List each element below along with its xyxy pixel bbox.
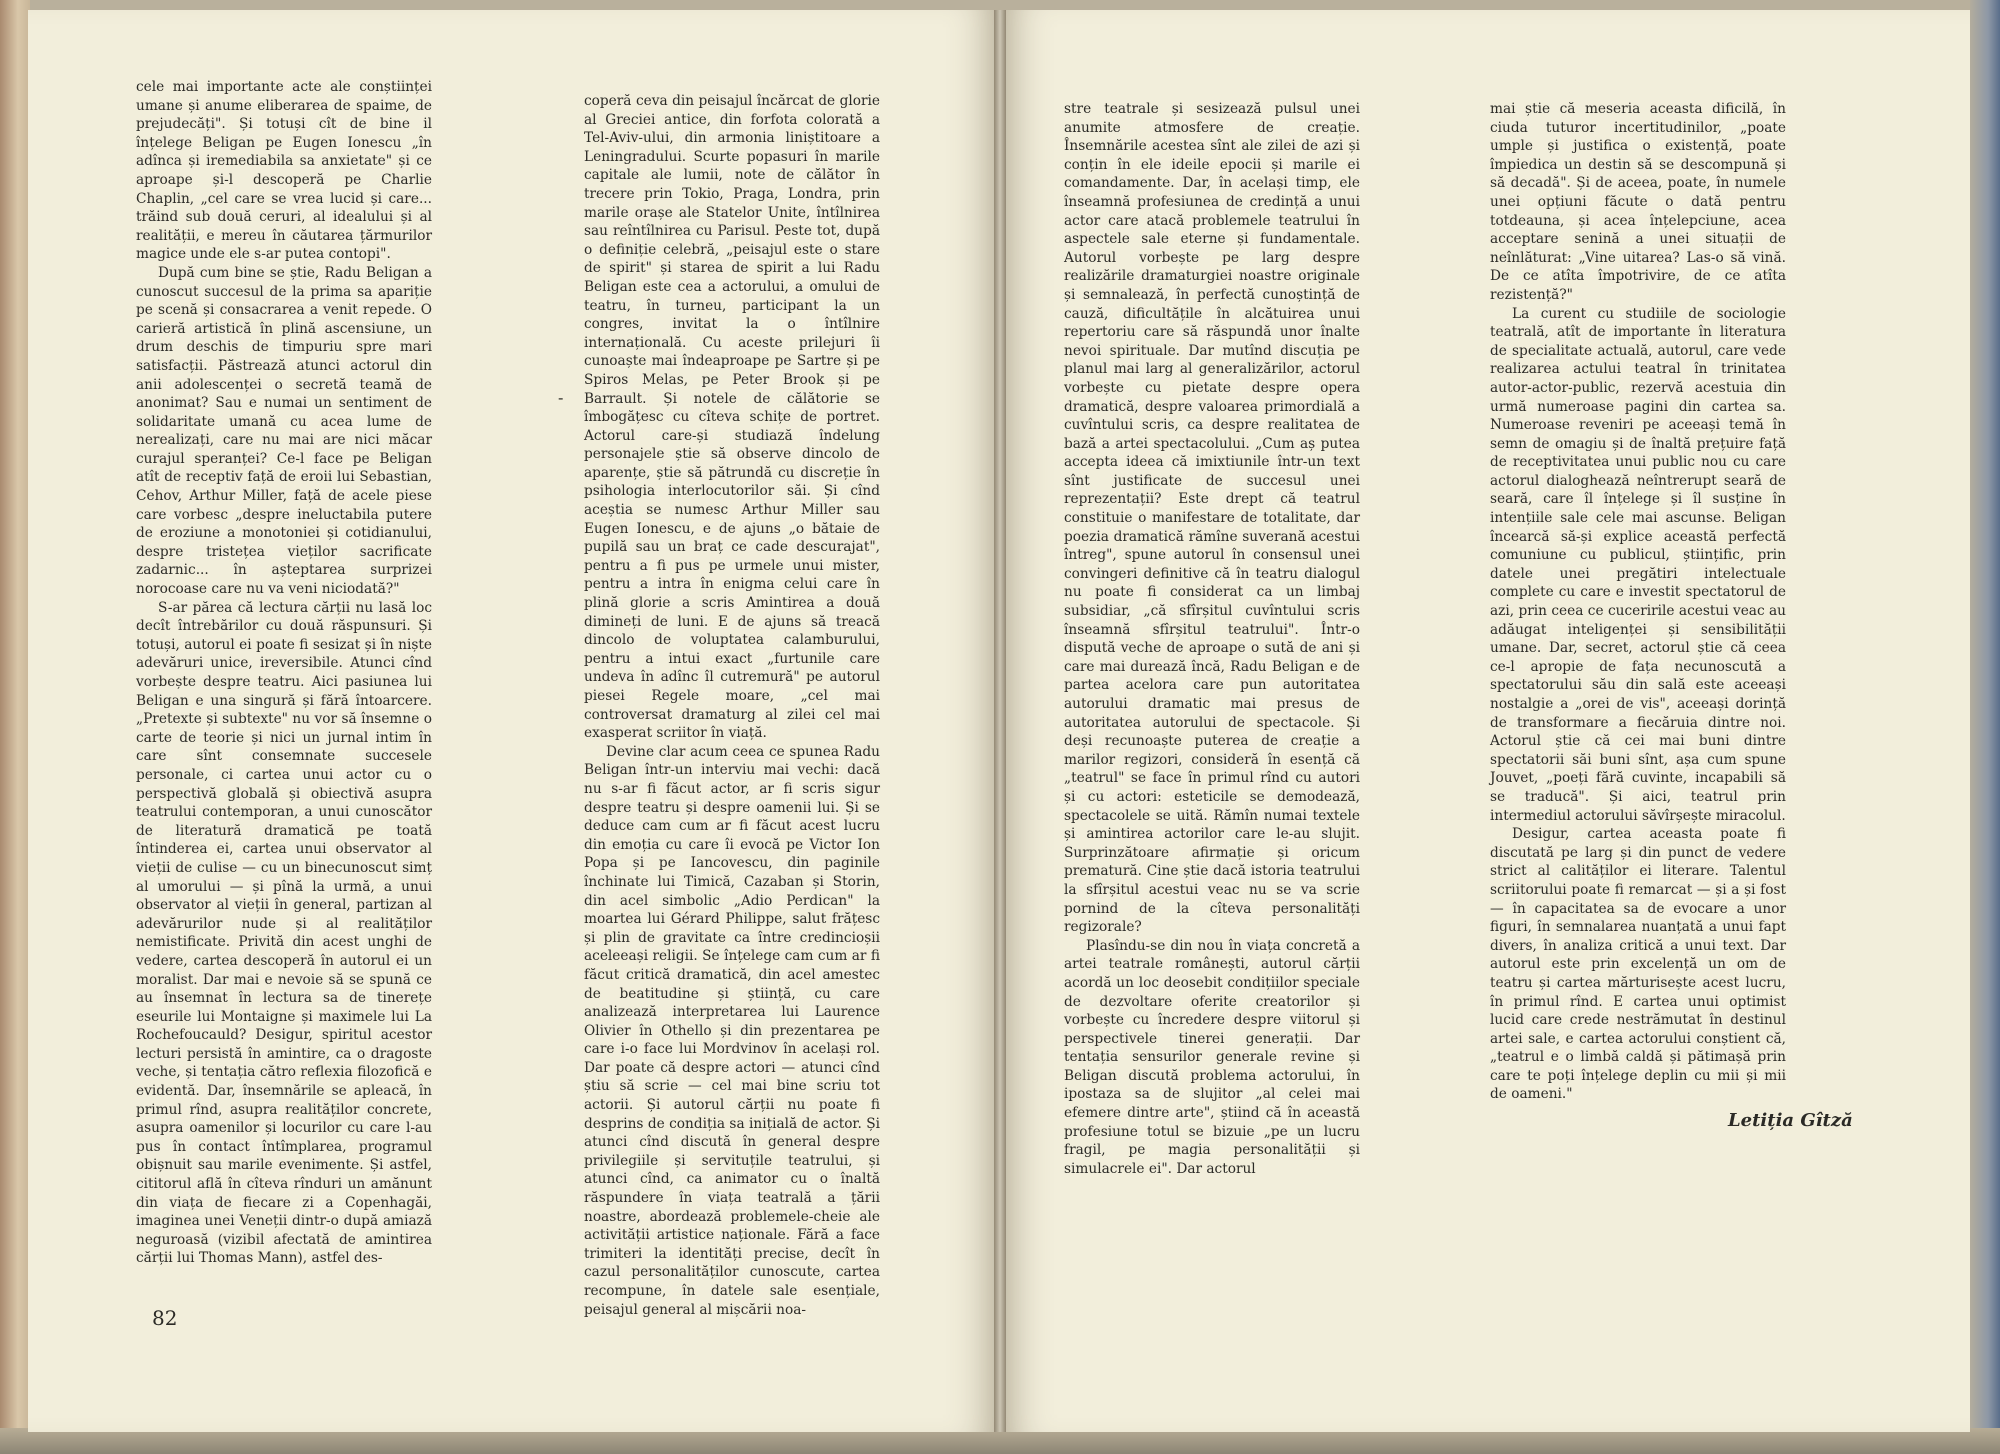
author-signature: Letiția Gîtză [1728,1110,1853,1131]
margin-mark: - [558,388,564,407]
paragraph: Devine clar acum ceea ce spunea Radu Beligan într-un interviu mai vechi: dacă nu s-ar fi făcut actor, ar fi scris sigur despre teatru și despre oamenii lui. Și se deduce cam cum ar fi făcut acest lucru din emoția cu care îi evocă pe Victor Ion Popa și pe Iancovescu, din paginile închinate lui Timică, Cazaban și Storin, din acel simbolic „Adio Perdican" la moartea lui Gérard Philippe, salut frățesc și plin de gravitate ca între credincioșii aceleeași religii. Se înțelege cam cum ar fi făcut critică dramatică, din acel amestec de beatitudine și știință, cu care analizează interpretarea lui Laurence Olivier în Othello și din prezentarea pe care i-o face lui Mordvinov în același rol. Dar poate că despre actori — atunci cînd știu să scrie — cel mai bine scriu tot actorii. Și autorul cărții nu poate fi desprins de condiția sa inițială de actor. Și atunci cînd discută în general despre privilegiile și servituțile teatrului, și atunci cînd, ca animator cu o înaltă răspundere în viața teatrală a țării noastre, abordează problemele-cheie ale activității artistice naționale. Fără a face trimiteri la identități precise, decît în cazul personalităților cunoscute, cartea recompune, în datele sale esențiale, peisajul general al mișcării noa- [584,743,880,1318]
paragraph: Plasîndu-se din nou în viața concretă a artei teatrale românești, autorul cărții acordă un loc deosebit condițiilor speciale de dezvoltare oferite creatorilor și vorbește cu încredere despre viitorul și perspectivele tinerei generații. Dar tentația sensurilor generale revine și Beligan discută problema actorului, în ipostaza sa de slujitor „al celei mai efemere dintre arte", știind că în această profesiune totul se bizuie „pe un lucru fragil, pe magia personalității și simulacrele ei". Dar actorul [1064,937,1360,1177]
paragraph: Desigur, cartea aceasta poate fi discutată pe larg și din punct de vedere strict al calităților ei literare. Talentul scriitorului poate fi remarcat — și a și fost — în capacitatea sa de evocare a unor figuri, în semnalarea nuanțată a unui fapt divers, în analiza critică a unui text. Dar autorul este prin excelență un om de teatru și cartea mărturisește acest lucru, în primul rînd. E cartea unui optimist lucid care crede nestrămutat în destinul artei sale, e cartea actorului conștient că, „teatrul e o limbă caldă și pătimașă prin care te poți înțelege deplin cu mii și mii de oameni." [1490,826,1786,1103]
paragraph: cele mai importante acte ale conștiinței umane și anume eliberarea de spaime, de prejudecăți". Și totuși cît de bine il înțelege Beligan pe Eugen Ionescu „în adînca și iremediabila sa anxietate" și ce aproape și-l descoperă pe Charlie Chaplin, „cel care se vrea lucid și care... trăind sub două ceruri, al idealului și al realității, e mereu în căutarea țărmurilor magice unde ele s-ar putea contopi". [136,79,432,263]
paragraph: coperă ceva din peisajul încărcat de glorie al Greciei antice, din forfota colorată a Tel-Aviv-ului, din armonia liniștitoare a Leningradului. Scurte popasuri în marile capitale ale lumii, note de călător în trecere prin Tokio, Praga, Londra, prin marile orașe ale Statelor Unite, întîlnirea sau reîntîlnirea cu Parisul. Peste tot, după o definiție celebră, „peisajul este o stare de spirit" și starea de spirit a lui Radu Beligan este cea a actorului, a omului de teatru, în turneu, participant la un congres, invitat la o întîlnire internațională. Cu aceste prilejuri îi cunoaște mai îndeaproape pe Sartre și pe Spiros Melas, pe Peter Brook și pe Barrault. Și notele de călătorie se îmbogățesc cu cîteva schițe de portret. Actorul care-și studiază îndelung personajele știe să observe dincolo de aparențe, știe să pătrundă cu discreție în psihologia interlocutorilor săi. Și cînd aceștia se numesc Arthur Miller sau Eugen Ionescu, e de ajuns „o bătaie de pupilă sau un braț ce cade descurajat", pentru a fi pus pe urmele unui mister, pentru a intra în enigma celui care în plină glorie a scris Amintirea a două dimineți de luni. E de ajuns să treacă dincolo de voluptatea calamburului, pentru a intui exact „furtunile care undeva în adînc îl cutremură" pe autorul piesei Regele moare, „cel mai controversat dramaturg al zilei cel mai exasperat scriitor în viață. [584,93,880,742]
book-cover-edge-right [1970,0,2000,1454]
text-column-3 [1064,100,1360,1178]
paragraph: La curent cu studiile de sociologie teatrală, atît de importante în literatura de specialitate actuală, autorul, care vede realizarea actului teatral în trinitatea autor-actor-public, rezervă acestuia din urmă numeroase pagini din cartea sa. Numeroase reveniri pe aceeași temă în semn de omagiu și de înaltă prețuire față de receptivitatea unui public nou cu care actorul dialoghează neîntrerupt seară de seară, care îl înțelege și îl susține în intențiile sale cele mai ascunse. Beligan încearcă să-și explice această perfectă comuniune cu publicul, științific, prin datele unei pregătiri intelectuale complete cu care e investit spectatorul de azi, prin ceea ce cuceririle acestui veac au adăugat inteligenței și sensibilității umane. Dar, secret, actorul știe că ceea ce-l apropie de fața necunoscută a spectatorului său din sală este aceeași nostalgie a „orei de vis", aceeași dorință de transformare a fiecăruia dintre noi. Actorul știe că cei mai buni dintre spectatorii săi buni sînt, așa cum spune Jouvet, „poeți fără cuvinte, incapabili să se traducă". Și aici, teatrul prin intermediul actorului săvîrșește miracolul. [1490,305,1786,824]
book-spine-edge-left [0,0,30,1454]
text-column-2 [584,92,880,1319]
text-column-4 [1490,100,1786,1104]
page-number: 82 [152,1306,178,1330]
paragraph: stre teatrale și sesizează pulsul unei anumite atmosfere de creație. Însemnările acestea sînt ale zilei de azi și conțin în ele ideile epocii și marile ei comandamente. Dar, în același timp, ele înseamnă profesiunea de credință a unui actor care atacă problemele teatrului în aspectele sale eterne și fundamentale. Autorul vorbește pe larg despre realizările dramaturgiei noastre originale și semnalează, în perfectă cunoștință de cauză, dificultățile în alcătuirea unui repertoriu care să răspundă unor înalte nevoi spirituale. Dar mutînd discuția pe planul mai larg al generalizărilor, actorul vorbește cu pietate despre opera dramatică, despre valoarea primordială a cuvîntului scris, ca despre realitatea de bază a artei spectacolului. „Cum aș putea accepta ideea că imixtiunile într-un text sînt justificate de succesul unei reprezentații? Este drept că teatrul constituie o manifestare de totalitate, dar poezia dramatică rămîne suverană acestui întreg", spune autorul în consensul unei convingeri definitive că în teatru dialogul nu poate fi considerat ca un limbaj subsidiar, „că sfîrșitul cuvîntului scris înseamnă sfîrșitul teatrului". Într-o dispută veche de aproape o sută de ani și care mai durează încă, Radu Beligan e de partea acelora care pun autoritatea autorului dramatic mai presus de autoritatea autorului de spectacole. Și deși recunoaște puterea de creație a marilor regizori, consideră în esență că „teatrul" se face în primul rînd cu autori și cu actori: esteticile se demodează, spectacolele se uită. Rămîn numai textele și amintirea actorilor care le-au slujit. Surprinzătoare afirmație și oricum prematură. Cine știe dacă istoria teatrului la sfîrșitul acestui veac nu se va scrie pornind de la cîteva personalități regizorale? [1064,101,1360,936]
paragraph: mai știe că meseria aceasta dificilă, în ciuda tuturor incertitudinilor, „poate umple și justifica o existență, poate împiedica un destin să se descompună și să decadă". Și de aceea, poate, în numele unei opțiuni făcute o dată pentru totdeauna, și acea înțelepciune, acea acceptare senină a unei situații de neînlăturat: „Vine uitarea? Las-o să vină. De ce atîta împotrivire, de ce atîta rezistență?" [1490,101,1786,303]
text-column-1 [136,78,432,1268]
book-gutter [994,10,1006,1432]
paragraph: S-ar părea că lectura cărții nu lasă loc decît întrebărilor cu două răspunsuri. Și totuși, autorul ei poate fi sesizat și în niște adevăruri unice, ireversibile. Atunci cînd vorbește despre teatru. Aici pasiunea lui Beligan e una singură și fără întoarcere. „Pretexte și subtexte" nu vor să însemne o carte de teorie și nici un jurnal intim în care sînt consemnate succesele personale, ci cartea unui actor cu o perspectivă globală și obiectivă asupra teatrului contemporan, a unui cunoscător de literatură dramatică pe toată întinderea ei, cartea unui observator al vieții de culise — cu un binecunoscut simț al umorului — și pînă la urmă, a unui observator al vieții în general, partizan al adevărurilor nude și al realităților nemistificate. Privită din acest unghi de vedere, cartea descoperă în autorul ei un moralist. Dar mai e nevoie să se spună ce au însemnat în lectura sa de tinerețe eseurile lui Montaigne și maximele lui La Rochefoucauld? Desigur, spiritul acestor lecturi persistă în amintire, ca o dragoste veche, și tentația cătro reflexia filozofică e evidentă. Dar, însemnările se apleacă, în primul rînd, asupra realităților concrete, asupra oamenilor și locurilor cu care l-au pus în contact întîmplarea, programul obișnuit sau marile evenimente. Și astfel, cititorul află în cîteva rînduri un amănunt din viața de fiecare zi a Copenhagăi, imaginea unei Veneții dintr-o după amiază neguroasă (vizibil afectată de amintirea cărții lui Thomas Mann), astfel des- [136,599,432,1267]
paragraph: După cum bine se știe, Radu Beligan a cunoscut succesul de la prima sa apariție pe scenă și consacrarea a venit repede. O carieră artistică în plină ascensiune, un drum deschis de timpuriu spre mari satisfacții. Păstrează atunci actorul din anii adolescenței o secretă teamă de anonimat? Sau e numai un sentiment de solidaritate umană cu acea lume de nerealizați, care nu mai are nici măcar curajul speranței? Ce-l face pe Beligan atît de receptiv față de eroii lui Sebastian, Cehov, Arthur Miller, față de acele piese care vorbesc „despre ineluctabila putere de eroziune a monotoniei și cotidianului, despre tristețea vieților sacrificate zadarnic... în așteptarea surprizei norocoase care nu va veni niciodată?" [136,264,432,598]
